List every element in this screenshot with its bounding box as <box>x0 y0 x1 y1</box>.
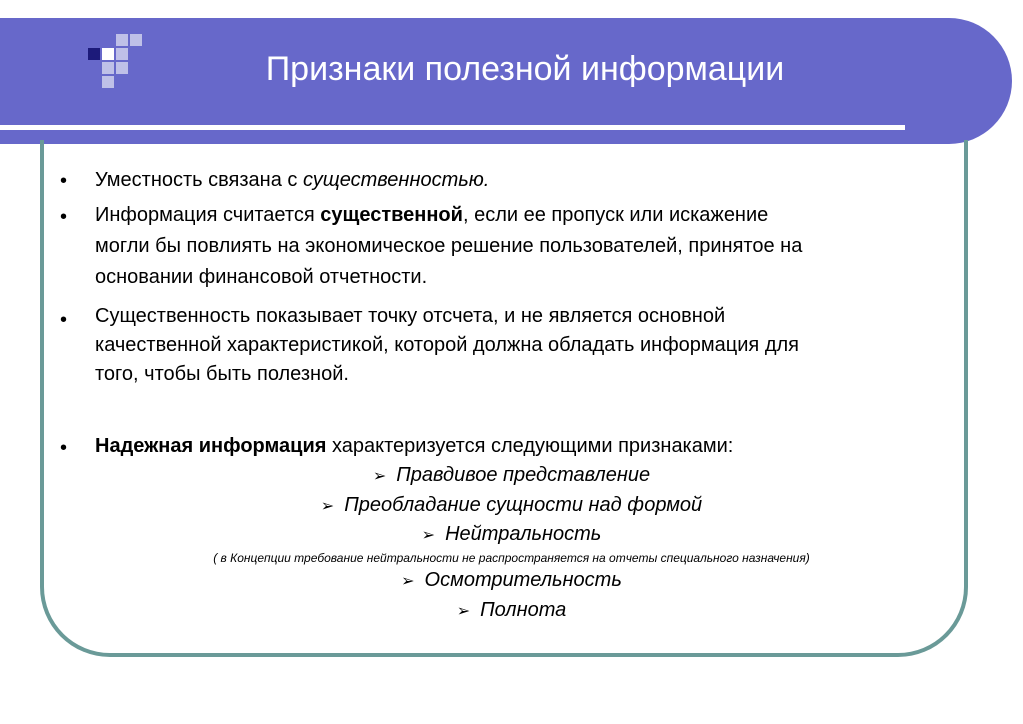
bullet-threshold-line2: качественной характеристикой, которой должна обладать информация для <box>95 334 799 356</box>
bullet-relevance <box>95 165 489 196</box>
bullet-marker: • <box>60 437 68 459</box>
bullet-relevance-italic: существенностью. <box>302 169 490 191</box>
sub-item-label: Нейтральность <box>445 523 602 545</box>
neutrality-note: ( в Концепции требование нейтральности не распространяется на отчеты специального назначения) <box>213 551 810 565</box>
bullet-reliable <box>95 431 733 462</box>
bullet-materiality-pre: Информация считается <box>95 204 321 226</box>
bullet-marker: • <box>60 170 68 192</box>
sub-item-label: Правдивое представление <box>396 464 651 486</box>
arrow-icon: ➢ <box>372 468 387 485</box>
sub-item-label: Осмотрительность <box>424 569 622 591</box>
sub-item <box>0 596 1023 626</box>
bullet-reliable-post: характеризуется следующими признаками: <box>326 435 734 457</box>
bullet-materiality-post: , если ее пропуск или искажение <box>462 204 769 226</box>
bullet-threshold-line3: того, чтобы быть полезной. <box>95 363 349 385</box>
bullet-marker: • <box>60 309 68 331</box>
sub-item-label: Полнота <box>480 599 567 621</box>
sub-item <box>0 520 1023 550</box>
bullet-relevance-text: Уместность связана с <box>95 169 303 191</box>
bullet-materiality-line3: основании финансовой отчетности. <box>95 266 428 288</box>
sub-item-label: Преобладание сущности над формой <box>344 494 703 516</box>
arrow-icon: ➢ <box>401 573 415 590</box>
slide-title: Признаки полезной информации <box>265 50 785 88</box>
logo-squares-icon <box>80 30 150 90</box>
arrow-icon: ➢ <box>421 527 436 544</box>
bullet-materiality-line2: могли бы повлиять на экономическое решение пользователей, принятое на <box>95 235 803 257</box>
sub-item <box>0 491 1023 521</box>
bullet-threshold <box>95 302 975 389</box>
bullet-materiality-bold: существенной <box>320 204 463 226</box>
arrow-icon: ➢ <box>456 603 471 620</box>
sub-item <box>0 461 1023 491</box>
bullet-threshold-line1: Существенность показывает точку отсчета, и не является основной <box>95 305 726 327</box>
arrow-icon: ➢ <box>320 498 335 515</box>
sub-item <box>0 566 1023 596</box>
header-divider <box>0 125 905 130</box>
bullet-reliable-bold: Надежная информация <box>95 435 327 457</box>
bullet-materiality <box>95 200 975 293</box>
bullet-marker: • <box>60 206 68 228</box>
